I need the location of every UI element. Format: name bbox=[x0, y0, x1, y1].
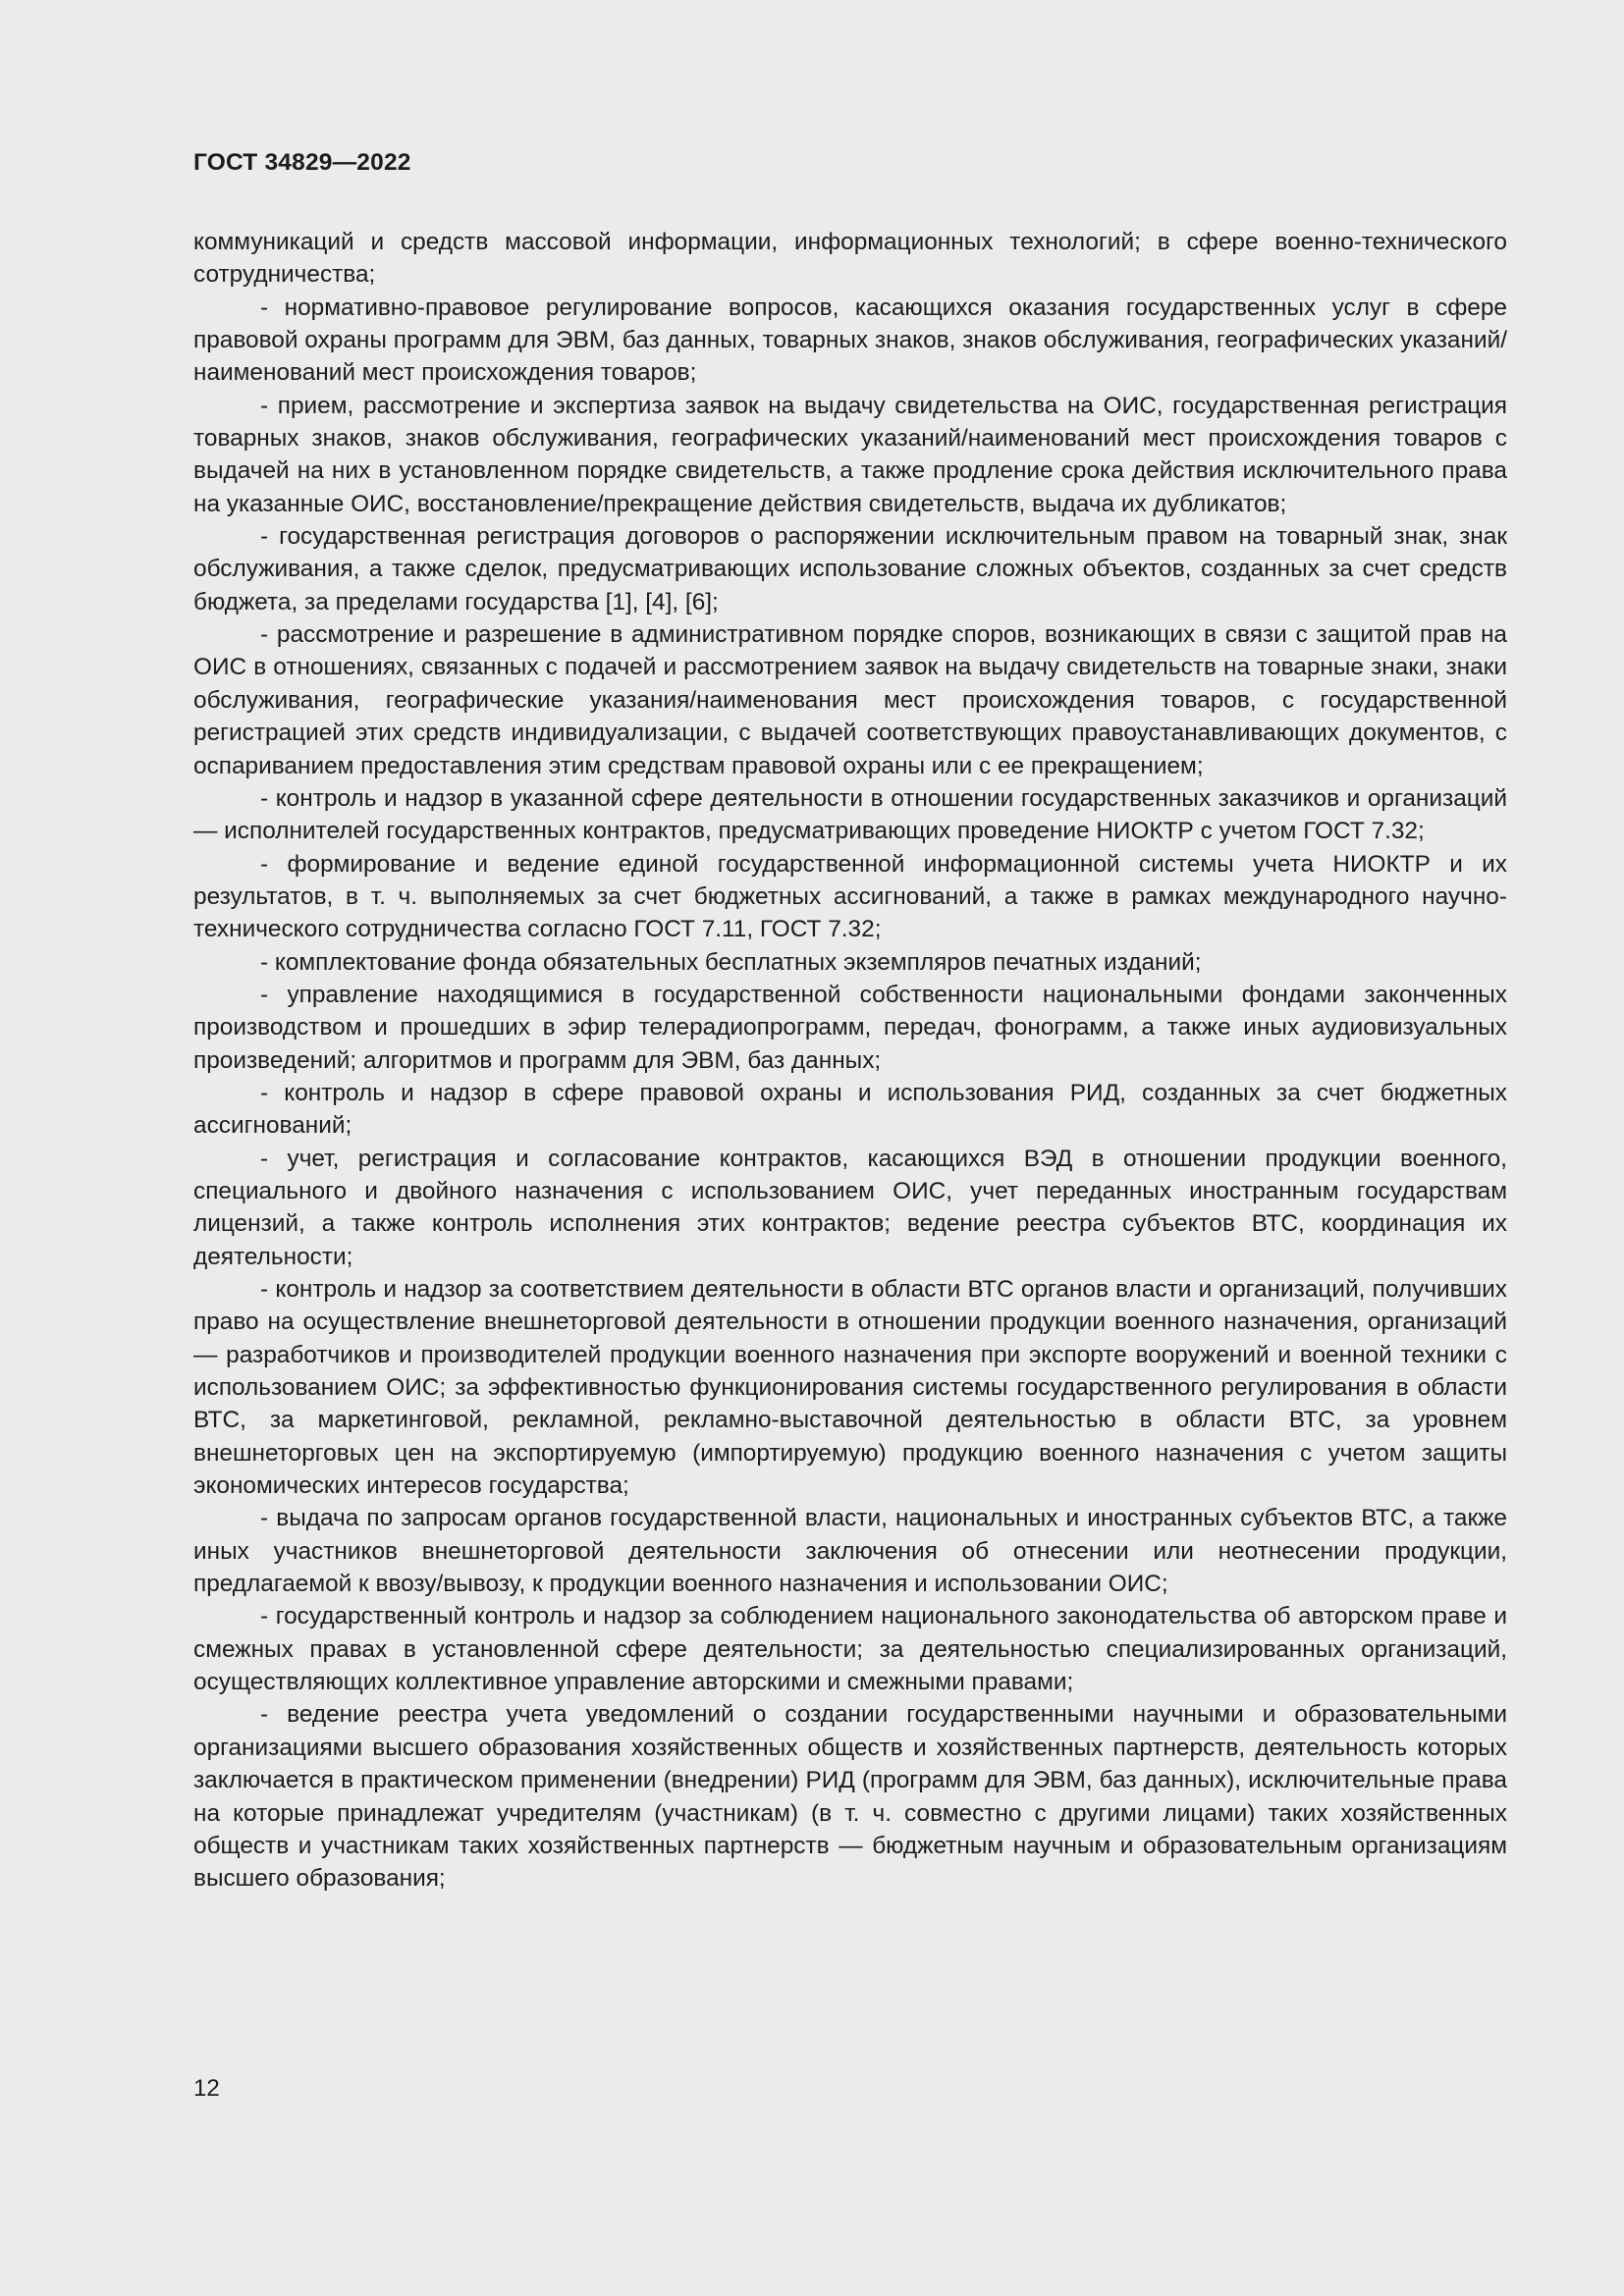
document-header: ГОСТ 34829—2022 bbox=[193, 149, 411, 176]
list-item: - контроль и надзор за соответствием деятельности в области ВТС органов власти и организаций, получивших право на осуществление внешнеторговой деятельности в отношении продукции военного назначения, организаций — разработчиков и производителей продукции военного назначения при экспорте вооружений и военной техники с использованием ОИС; за эффективностью функционирования системы государственного регулирования в области ВТС, за маркетинговой, рекламной, рекламно-выставочной деятельностью в области ВТС, за уровнем внешнеторговых цен на экспортируемую (импортируемую) продукцию военного назначения с учетом защиты экономических интересов государства; bbox=[193, 1276, 1507, 1500]
list-item: - выдача по запросам органов государственной власти, национальных и иностранных субъектов ВТС, а также иных участников внешнеторговой деятельности заключения об отнесении или неотнесении продукции, предлагаемой к ввозу/вывозу, к продукции военного назначения и использовании ОИС; bbox=[193, 1505, 1507, 1598]
list-item: - контроль и надзор в сфере правовой охраны и использования РИД, созданных за счет бюджетных ассигнований; bbox=[193, 1079, 1507, 1140]
list-item: - ведение реестра учета уведомлений о создании государственными научными и образовательными организациями высшего образования хозяйственных обществ и хозяйственных партнерств, деятельность которых заключается в практическом применении (внедрении) РИД (программ для ЭВМ, баз данных), исключительные права на которые принадлежат учредителям (участникам) (в т. ч. совместно с другими лицами) таких хозяйственных обществ и участникам таких хозяйственных партнерств — бюджетным научным и образовательным организациям высшего образования; bbox=[193, 1701, 1507, 1893]
list-item: - прием, рассмотрение и экспертиза заявок на выдачу свидетельства на ОИС, государственная регистрация товарных знаков, знаков обслуживания, географических указаний/наименований мест происхождения товаров с выдачей на них в установленном порядке свидетельств, а также продление срока действия исключительного права на указанные ОИС, восстановление/прекращение действия свидетельств, выдача их дубликатов; bbox=[193, 392, 1507, 517]
list-item: - комплектование фонда обязательных бесплатных экземпляров печатных изданий; bbox=[260, 948, 1202, 976]
document-body bbox=[193, 226, 1507, 1896]
list-item: - контроль и надзор в указанной сфере деятельности в отношении государственных заказчиков и организаций — исполнителей государственных контрактов, предусматривающих проведение НИОКТР с учетом ГОСТ 7.32; bbox=[193, 784, 1507, 845]
lead-paragraph: коммуникаций и средств массовой информации, информационных технологий; в сфере военно-технического сотрудничества; bbox=[193, 229, 1507, 289]
list-item: - рассмотрение и разрешение в административном порядке споров, возникающих в связи с защитой прав на ОИС в отношениях, связанных с подачей и рассмотрением заявок на выдачу свидетельств на товарные знаки, знаки обслуживания, географические указания/наименования мест происхождения товаров, с государственной регистрацией этих средств индивидуализации, с выдачей соответствующих правоустанавливающих документов, с оспариванием предоставления этим средствам правовой охраны или с ее прекращением; bbox=[193, 621, 1507, 779]
list-item: - формирование и ведение единой государственной информационной системы учета НИОКТР и их результатов, в т. ч. выполняемых за счет бюджетных ассигнований, а также в рамках международного научно-технического сотрудничества согласно ГОСТ 7.11, ГОСТ 7.32; bbox=[193, 850, 1507, 943]
list-item: - управление находящимися в государственной собственности национальными фондами законченных производством и прошедших в эфир телерадиопрограмм, передач, фонограмм, а также иных аудиовизуальных произведений; алгоритмов и программ для ЭВМ, баз данных; bbox=[193, 981, 1507, 1074]
page-number: 12 bbox=[193, 2075, 220, 2102]
list-item: - государственный контроль и надзор за соблюдением национального законодательства об авторском праве и смежных правах в установленной сфере деятельности; за деятельностью специализированных организаций, осуществляющих коллективное управление авторскими и смежными правами; bbox=[193, 1603, 1507, 1696]
list-item: - нормативно-правовое регулирование вопросов, касающихся оказания государственных услуг в сфере правовой охраны программ для ЭВМ, баз данных, товарных знаков, знаков обслуживания, географических указаний/наименований мест происхождения товаров; bbox=[193, 294, 1507, 387]
list-item: - учет, регистрация и согласование контрактов, касающихся ВЭД в отношении продукции военного, специального и двойного назначения с использованием ОИС, учет переданных иностранным государствам лицензий, а также контроль исполнения этих контрактов; ведение реестра субъектов ВТС, координация их деятельности; bbox=[193, 1145, 1507, 1270]
list-item: - государственная регистрация договоров о распоряжении исключительным правом на товарный знак, знак обслуживания, а также сделок, предусматривающих использование сложных объектов, созданных за счет средств бюджета, за пределами государства [1], [4], [6]; bbox=[193, 523, 1507, 615]
